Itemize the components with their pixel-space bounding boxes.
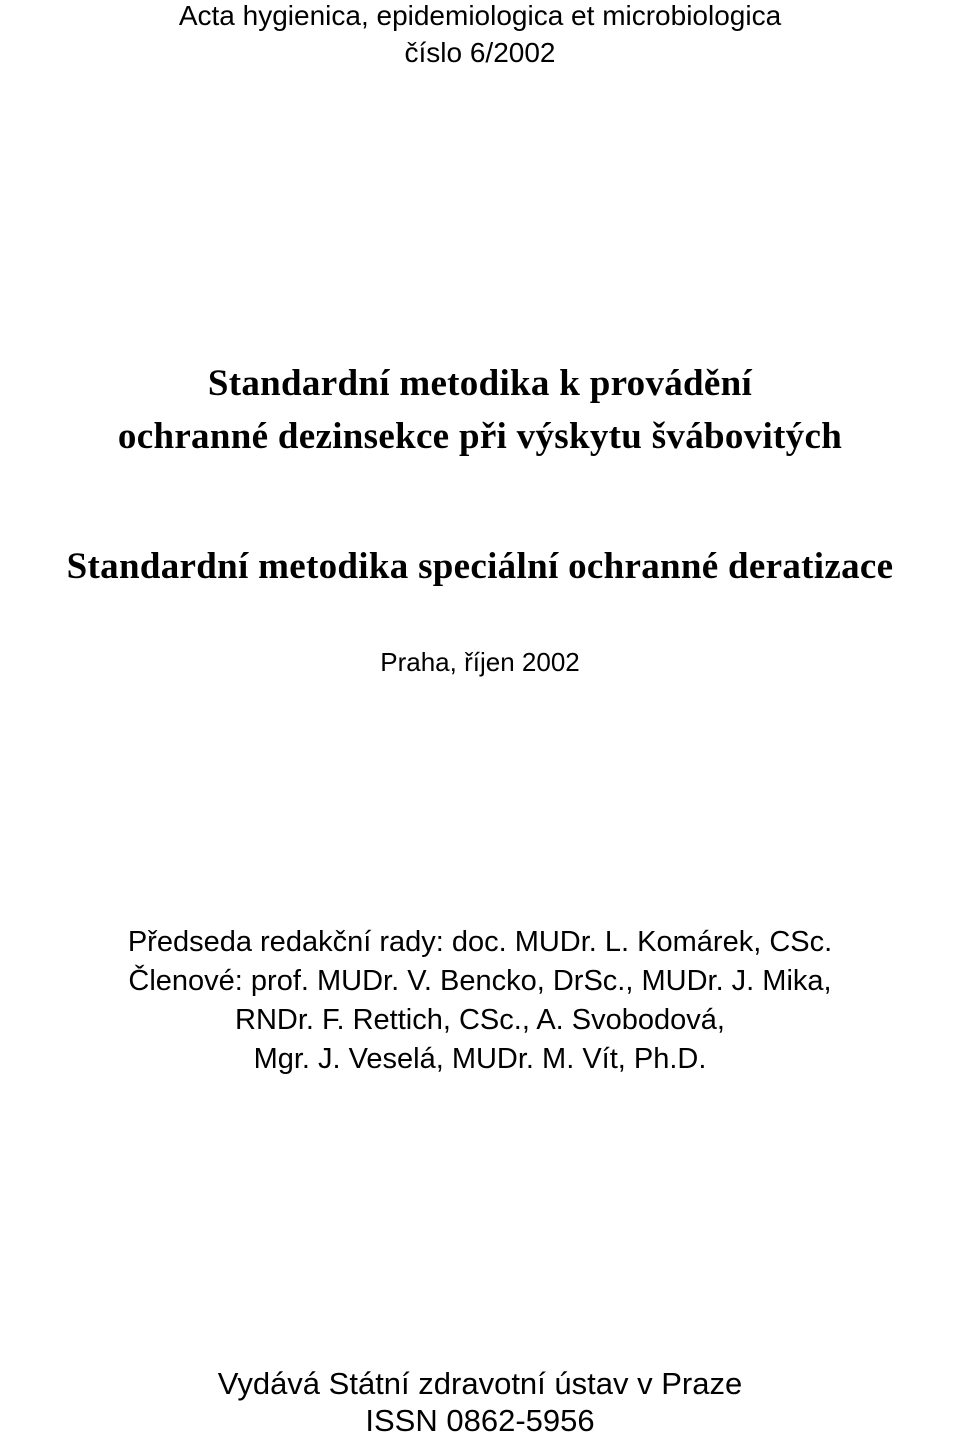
editorial-board-members-3: Mgr. J. Veselá, MUDr. M. Vít, Ph.D. bbox=[253, 1043, 707, 1075]
issn: ISSN 0862-5956 bbox=[365, 1403, 595, 1438]
editorial-board-members-2: RNDr. F. Rettich, CSc., A. Svobodová, bbox=[235, 1004, 725, 1036]
editorial-board-chair: Předseda redakční rady: doc. MUDr. L. Komárek, CSc. bbox=[127, 926, 833, 958]
issue-number: číslo 6/2002 bbox=[404, 37, 556, 68]
place-date: Praha, říjen 2002 bbox=[380, 647, 580, 677]
journal-name: Acta hygienica, epidemiologica et microbiologica bbox=[178, 0, 782, 31]
editorial-board-members-1: Členové: prof. MUDr. V. Bencko, DrSc., MUDr. J. Mika, bbox=[128, 965, 832, 997]
title-line-1: Standardní metodika k provádění bbox=[207, 363, 753, 404]
subtitle: Standardní metodika speciální ochranné deratizace bbox=[66, 546, 894, 587]
publisher: Vydává Státní zdravotní ústav v Praze bbox=[217, 1366, 743, 1401]
title-line-2: ochranné dezinsekce při výskytu švábovitých bbox=[117, 416, 843, 457]
